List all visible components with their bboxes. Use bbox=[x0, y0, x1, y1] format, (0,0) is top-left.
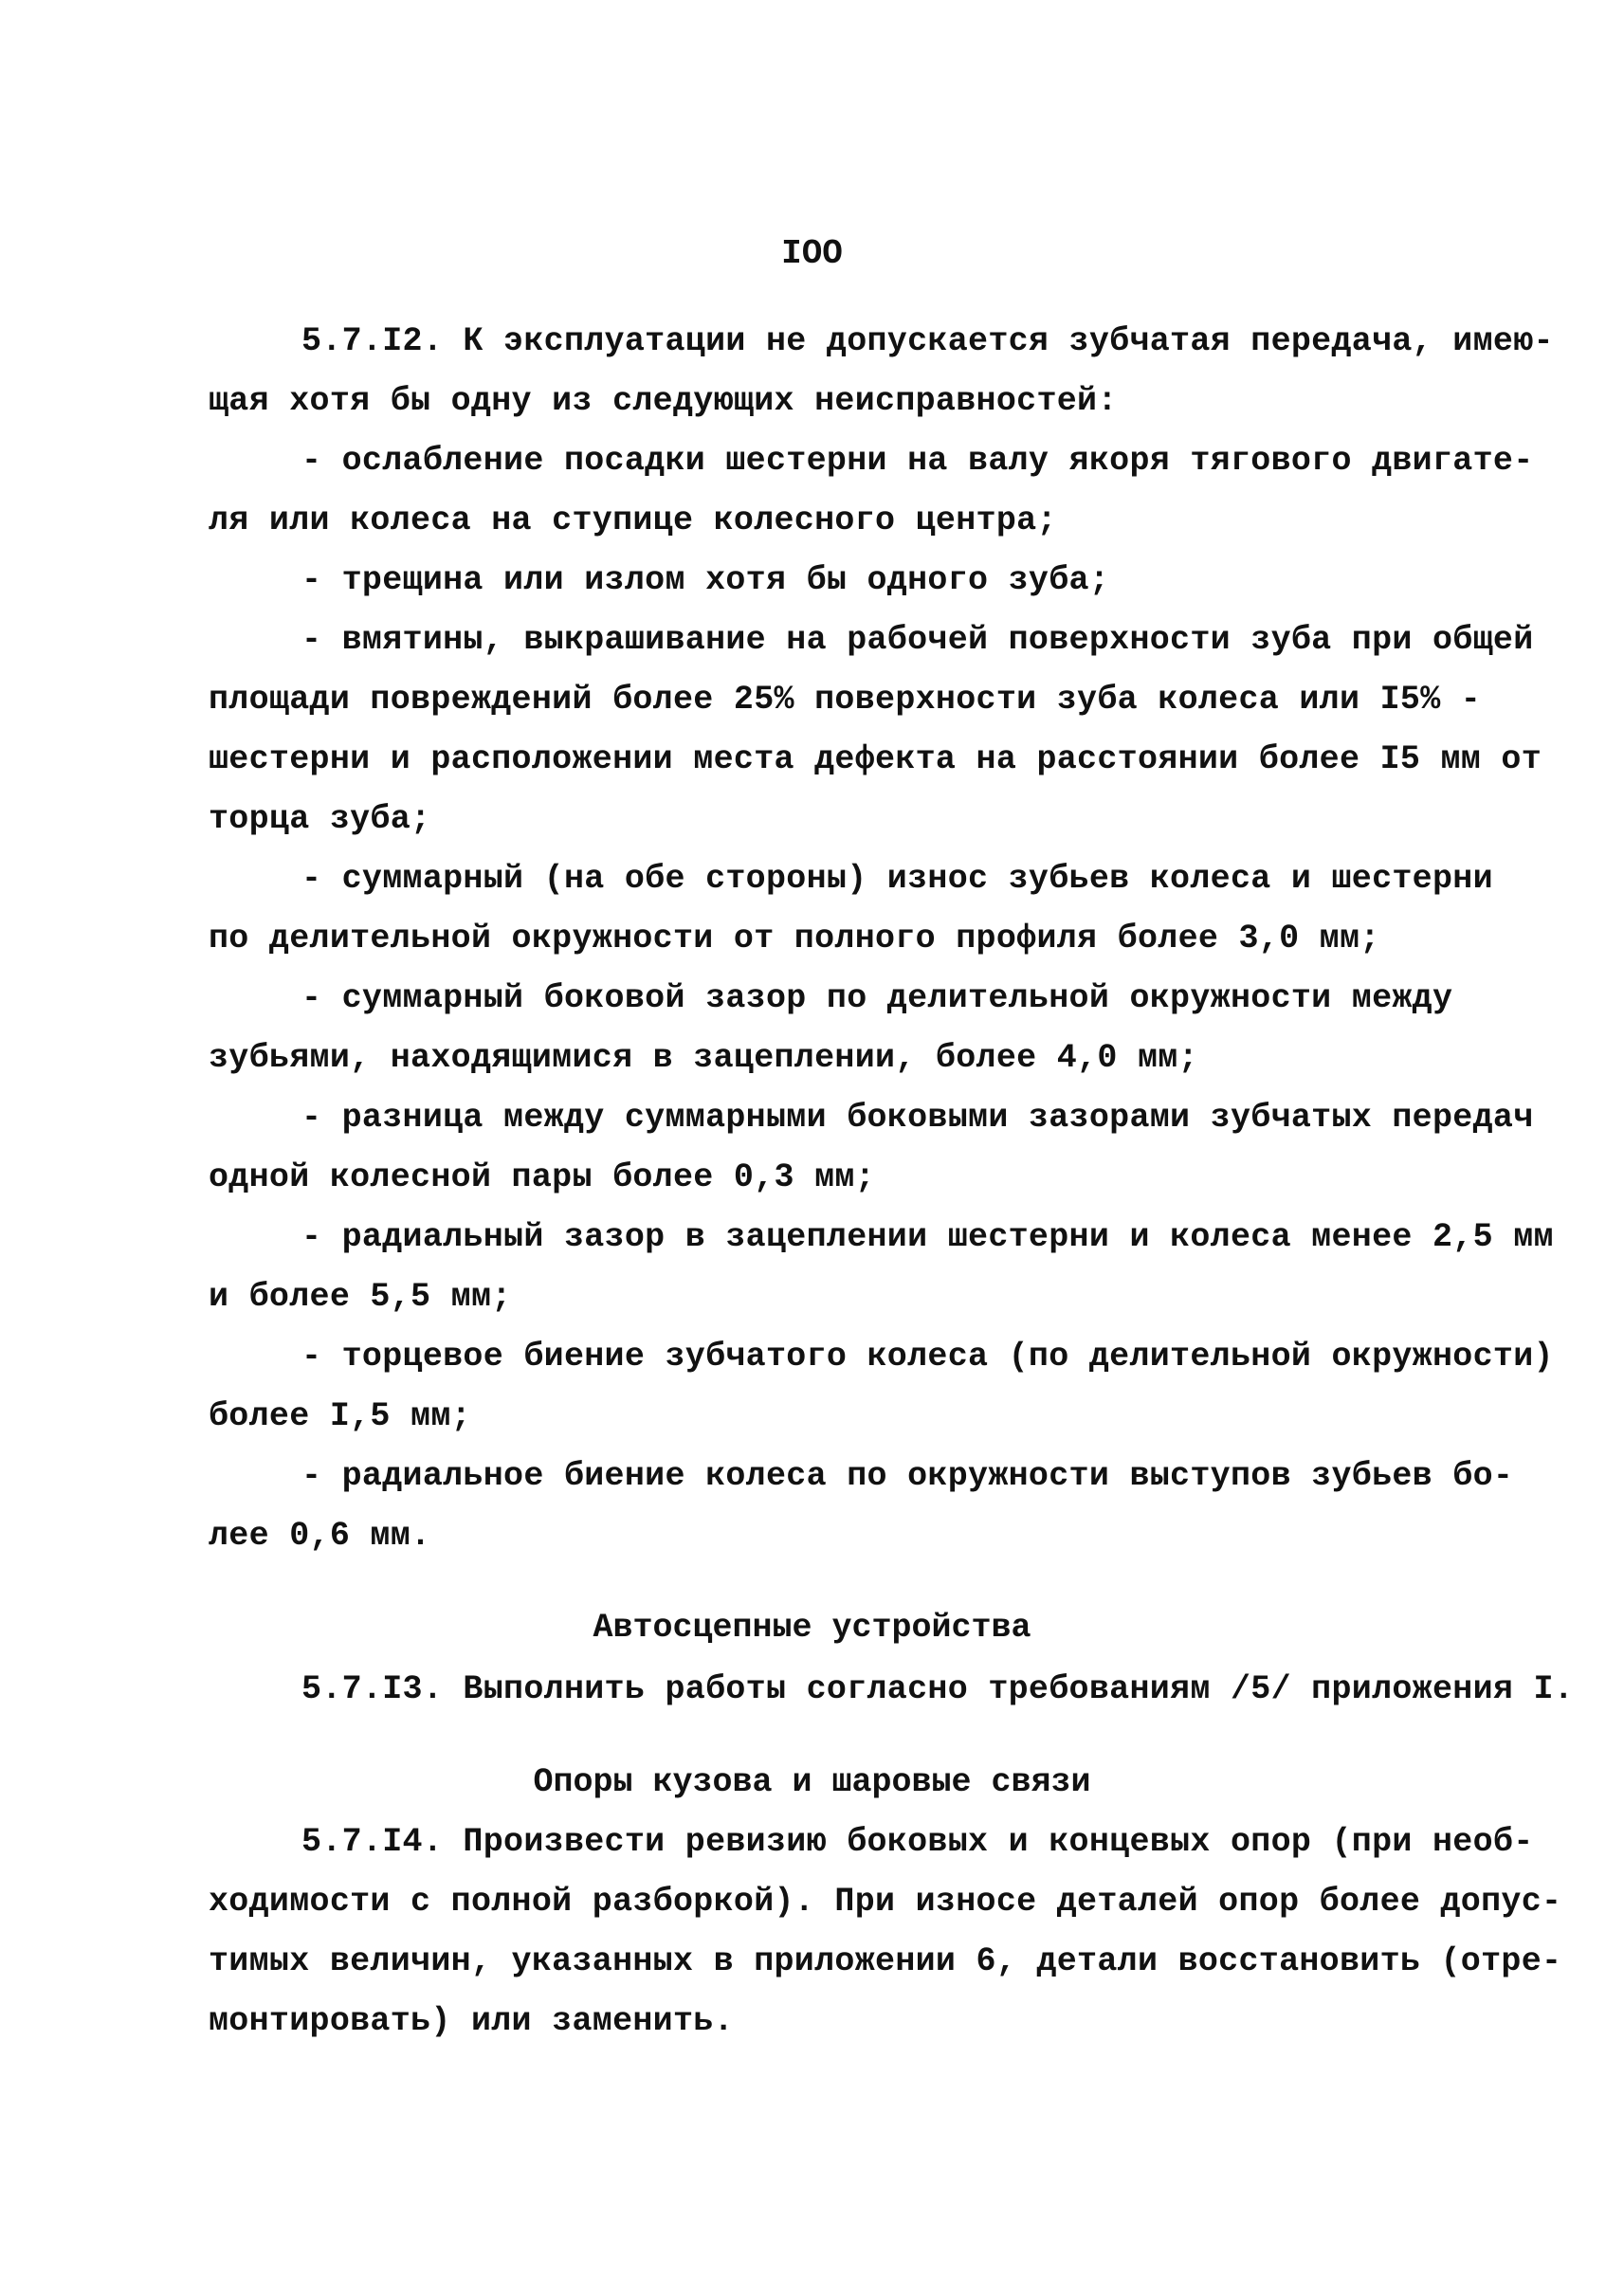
paragraph-5-7-12-line-8: шестерни и расположении места дефекта на расстоянии более I5 мм от bbox=[209, 740, 1542, 778]
paragraph-5-7-12-line-6: - вмятины, выкрашивание на рабочей поверхности зуба при общей bbox=[301, 621, 1534, 659]
paragraph-5-7-12-line-18: - торцевое биение зубчатого колеса (по делительной окружности) bbox=[301, 1338, 1554, 1376]
paragraph-5-7-14-line-4: монтировать) или заменить. bbox=[209, 2002, 734, 2040]
paragraph-5-7-12-line-14: - разница между суммарными боковыми зазорами зубчатых передач bbox=[301, 1099, 1534, 1137]
paragraph-5-7-12-line-1: 5.7.I2. К эксплуатации не допускается зубчатая передача, имею- bbox=[301, 322, 1554, 360]
paragraph-5-7-14-line-3: тимых величин, указанных в приложении 6, детали восстановить (отре- bbox=[209, 1942, 1562, 1980]
paragraph-5-7-12-line-3: - ослабление посадки шестерни на валу якоря тягового двигате- bbox=[301, 442, 1534, 480]
paragraph-5-7-12-line-16: - радиальный зазор в зацеплении шестерни и колеса менее 2,5 мм bbox=[301, 1218, 1554, 1256]
paragraph-5-7-12-line-5: - трещина или излом хотя бы одного зуба; bbox=[301, 561, 1110, 599]
paragraph-5-7-12-line-19: более I,5 мм; bbox=[209, 1397, 471, 1435]
heading-body-supports: Опоры кузова и шаровые связи bbox=[533, 1763, 1091, 1801]
paragraph-5-7-13: 5.7.I3. Выполнить работы согласно требованиям /5/ приложения I. bbox=[301, 1670, 1575, 1708]
heading-coupler-devices: Автосцепные устройства bbox=[593, 1609, 1031, 1647]
paragraph-5-7-12-line-15: одной колесной пары более 0,3 мм; bbox=[209, 1158, 876, 1196]
paragraph-5-7-12-line-20: - радиальное биение колеса по окружности выступов зубьев бо- bbox=[301, 1457, 1514, 1495]
paragraph-5-7-12-line-12: - суммарный боковой зазор по делительной окружности между bbox=[301, 979, 1453, 1017]
page-number: IOO bbox=[781, 234, 843, 273]
paragraph-5-7-12-line-2: щая хотя бы одну из следующих неисправностей: bbox=[209, 382, 1118, 420]
paragraph-5-7-14-line-1: 5.7.I4. Произвести ревизию боковых и концевых опор (при необ- bbox=[301, 1823, 1534, 1861]
paragraph-5-7-12-line-17: и более 5,5 мм; bbox=[209, 1278, 512, 1316]
paragraph-5-7-12-line-13: зубьями, находящимися в зацеплении, более 4,0 мм; bbox=[209, 1039, 1198, 1077]
paragraph-5-7-12-line-11: по делительной окружности от полного профиля более 3,0 мм; bbox=[209, 920, 1380, 957]
paragraph-5-7-12-line-7: площади повреждений более 25% поверхности зуба колеса или I5% - bbox=[209, 681, 1482, 719]
paragraph-5-7-12-line-9: торца зуба; bbox=[209, 800, 431, 838]
paragraph-5-7-12-line-21: лее 0,6 мм. bbox=[209, 1517, 431, 1555]
paragraph-5-7-12-line-10: - суммарный (на обе стороны) износ зубьев колеса и шестерни bbox=[301, 860, 1493, 898]
paragraph-5-7-14-line-2: ходимости с полной разборкой). При износе деталей опор более допус- bbox=[209, 1883, 1562, 1921]
paragraph-5-7-12-line-4: ля или колеса на ступице колесного центра; bbox=[209, 501, 1057, 539]
